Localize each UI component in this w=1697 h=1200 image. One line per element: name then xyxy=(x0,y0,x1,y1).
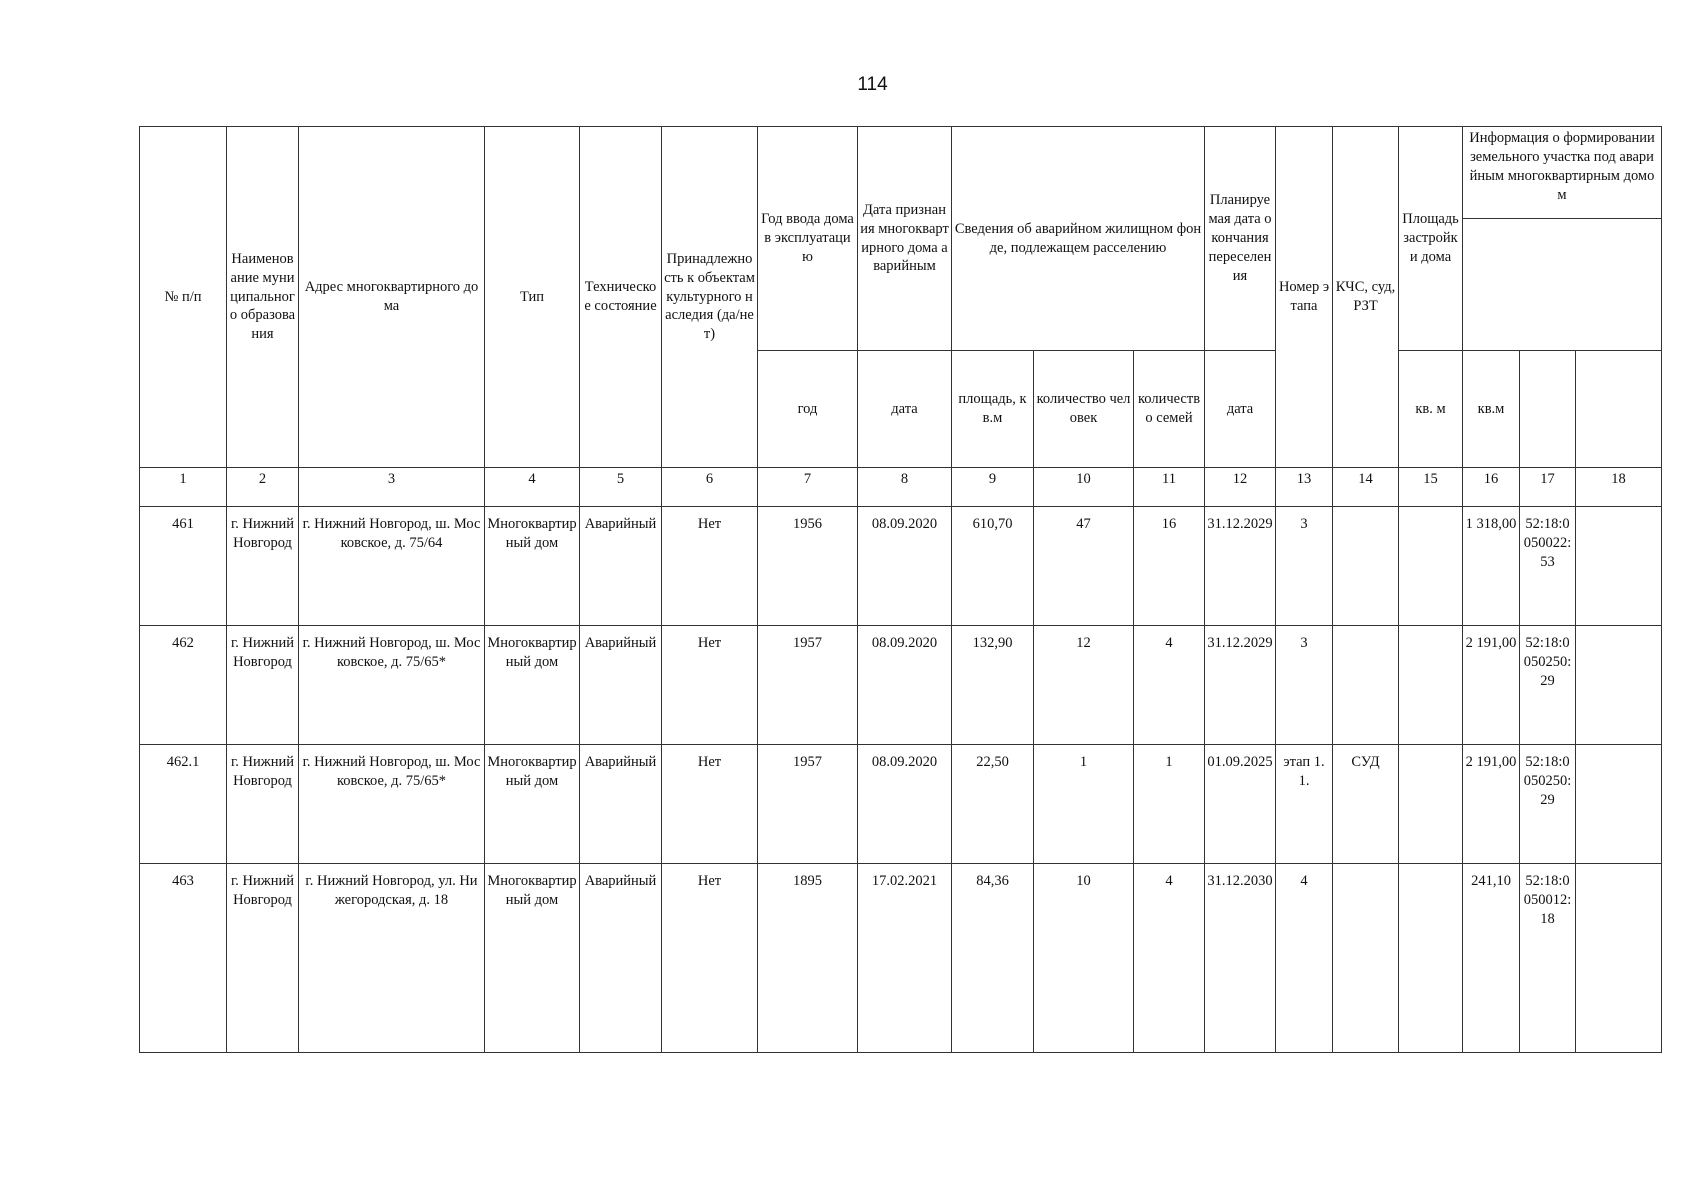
cell-heritage: Нет xyxy=(662,864,758,1053)
header-stage-number: Номер этапа xyxy=(1276,127,1333,468)
cell-land-area: 2 191,00 xyxy=(1463,745,1520,864)
cell-build-area xyxy=(1399,626,1463,745)
column-number: 6 xyxy=(662,468,758,507)
cell-land-char xyxy=(1576,626,1662,745)
column-number: 13 xyxy=(1276,468,1333,507)
column-number: 4 xyxy=(485,468,580,507)
cell-type: Многоквартирный дом xyxy=(485,626,580,745)
cell-year: 1957 xyxy=(758,745,858,864)
header-planned-end-date: Планируемая дата окончания переселения xyxy=(1205,127,1276,351)
subheader-year: год xyxy=(758,351,858,468)
cell-type: Многоквартирный дом xyxy=(485,864,580,1053)
cell-date-emergency: 17.02.2021 xyxy=(858,864,952,1053)
cell-date-end: 01.09.2025 xyxy=(1205,745,1276,864)
cell-cadastral: 52:18:0050022:53 xyxy=(1520,507,1576,626)
column-number: 12 xyxy=(1205,468,1276,507)
column-number: 14 xyxy=(1333,468,1399,507)
cell-people: 47 xyxy=(1034,507,1134,626)
cell-condition: Аварийный xyxy=(580,626,662,745)
column-number: 17 xyxy=(1520,468,1576,507)
header-row-number: № п/п xyxy=(140,127,227,468)
column-number: 2 xyxy=(227,468,299,507)
header-housing-fund: Сведения об аварийном жилищном фонде, подлежащем расселению xyxy=(952,127,1205,351)
cell-date-emergency: 08.09.2020 xyxy=(858,745,952,864)
cell-date-end: 31.12.2029 xyxy=(1205,507,1276,626)
table-row xyxy=(140,626,1662,745)
cell-kchs xyxy=(1333,626,1399,745)
page-number: 114 xyxy=(857,74,888,95)
cell-date-end: 31.12.2029 xyxy=(1205,626,1276,745)
cell-area: 22,50 xyxy=(952,745,1034,864)
cell-municipality: г. Нижний Новгород xyxy=(227,745,299,864)
header-kchs: КЧС, суд, РЗТ xyxy=(1333,127,1399,468)
subheader-end-date: дата xyxy=(1205,351,1276,468)
cell-build-area xyxy=(1399,507,1463,626)
cell-land-area: 1 318,00 xyxy=(1463,507,1520,626)
subheader-build-area-unit: кв. м xyxy=(1399,351,1463,468)
cell-date-emergency: 08.09.2020 xyxy=(858,626,952,745)
cell-cadastral: 52:18:0050250:29 xyxy=(1520,626,1576,745)
header-address: Адрес многоквартирного дома xyxy=(299,127,485,468)
cell-municipality: г. Нижний Новгород xyxy=(227,626,299,745)
cell-date-emergency: 08.09.2020 xyxy=(858,507,952,626)
cell-cadastral: 52:18:0050250:29 xyxy=(1520,745,1576,864)
column-number: 10 xyxy=(1034,468,1134,507)
cell-stage: 4 xyxy=(1276,864,1333,1053)
cell-kchs: СУД xyxy=(1333,745,1399,864)
cell-area: 132,90 xyxy=(952,626,1034,745)
column-number: 11 xyxy=(1134,468,1205,507)
cell-families: 1 xyxy=(1134,745,1205,864)
cell-stage: 3 xyxy=(1276,507,1333,626)
subheader-area: площадь, кв.м xyxy=(952,351,1034,468)
cell-year: 1957 xyxy=(758,626,858,745)
table-row xyxy=(140,864,1662,1053)
table-row xyxy=(140,507,1662,626)
cell-kchs xyxy=(1333,507,1399,626)
cell-num: 462.1 xyxy=(140,745,227,864)
cell-people: 12 xyxy=(1034,626,1134,745)
cell-heritage: Нет xyxy=(662,745,758,864)
cell-people: 10 xyxy=(1034,864,1134,1053)
cell-year: 1895 xyxy=(758,864,858,1053)
cell-area: 84,36 xyxy=(952,864,1034,1053)
column-number: 5 xyxy=(580,468,662,507)
header-type: Тип xyxy=(485,127,580,468)
header-land-plot-info xyxy=(1463,127,1662,351)
cell-families: 4 xyxy=(1134,864,1205,1053)
column-numbers-row xyxy=(140,468,1662,507)
cell-area: 610,70 xyxy=(952,507,1034,626)
cell-people: 1 xyxy=(1034,745,1134,864)
cell-heritage: Нет xyxy=(662,626,758,745)
cell-address: г. Нижний Новгород, ш. Московское, д. 75/64 xyxy=(299,507,485,626)
column-number: 16 xyxy=(1463,468,1520,507)
cell-land-area: 241,10 xyxy=(1463,864,1520,1053)
cell-condition: Аварийный xyxy=(580,507,662,626)
subheader-land-area-unit: кв.м xyxy=(1463,351,1520,468)
cell-heritage: Нет xyxy=(662,507,758,626)
subheader-date: дата xyxy=(858,351,952,468)
cell-land-char xyxy=(1576,864,1662,1053)
cell-address: г. Нижний Новгород, ш. Московское, д. 75/65* xyxy=(299,626,485,745)
cell-type: Многоквартирный дом xyxy=(485,745,580,864)
column-number: 15 xyxy=(1399,468,1463,507)
column-number: 18 xyxy=(1576,468,1662,507)
emergency-housing-table xyxy=(139,126,1662,1053)
cell-land-char xyxy=(1576,507,1662,626)
table-row xyxy=(140,745,1662,864)
cell-num: 463 xyxy=(140,864,227,1053)
subheader-cadastral xyxy=(1520,351,1576,468)
cell-num: 462 xyxy=(140,626,227,745)
header-heritage: Принадлежность к объектам культурного наследия (да/нет) xyxy=(662,127,758,468)
cell-stage: этап 1.1. xyxy=(1276,745,1333,864)
cell-address: г. Нижний Новгород, ш. Московское, д. 75/65* xyxy=(299,745,485,864)
subheader-families: количество семей xyxy=(1134,351,1205,468)
column-number: 9 xyxy=(952,468,1034,507)
cell-families: 16 xyxy=(1134,507,1205,626)
subheader-land-char xyxy=(1576,351,1662,468)
cell-municipality: г. Нижний Новгород xyxy=(227,507,299,626)
cell-stage: 3 xyxy=(1276,626,1333,745)
cell-year: 1956 xyxy=(758,507,858,626)
cell-condition: Аварийный xyxy=(580,864,662,1053)
cell-families: 4 xyxy=(1134,626,1205,745)
cell-type: Многоквартирный дом xyxy=(485,507,580,626)
header-year-commissioned: Год ввода дома в эксплуатацию xyxy=(758,127,858,351)
header-land-plot-group: Информация о формировании земельного участка под аварийным многоквартирным домом xyxy=(1463,127,1661,219)
cell-num: 461 xyxy=(140,507,227,626)
header-date-recognized: Дата признания многоквартирного дома аварийным xyxy=(858,127,952,351)
cell-municipality: г. Нижний Новгород xyxy=(227,864,299,1053)
cell-address: г. Нижний Новгород, ул. Нижегородская, д. 18 xyxy=(299,864,485,1053)
header-build-area: Площадь застройки дома xyxy=(1399,127,1463,351)
cell-cadastral: 52:18:0050012:18 xyxy=(1520,864,1576,1053)
column-number: 1 xyxy=(140,468,227,507)
cell-kchs xyxy=(1333,864,1399,1053)
column-number: 3 xyxy=(299,468,485,507)
column-number: 8 xyxy=(858,468,952,507)
cell-condition: Аварийный xyxy=(580,745,662,864)
cell-land-area: 2 191,00 xyxy=(1463,626,1520,745)
cell-build-area xyxy=(1399,864,1463,1053)
header-condition: Техническое состояние xyxy=(580,127,662,468)
cell-date-end: 31.12.2030 xyxy=(1205,864,1276,1053)
subheader-people: количество человек xyxy=(1034,351,1134,468)
cell-land-char xyxy=(1576,745,1662,864)
header-municipality: Наименование муниципального образования xyxy=(227,127,299,468)
cell-build-area xyxy=(1399,745,1463,864)
column-number: 7 xyxy=(758,468,858,507)
